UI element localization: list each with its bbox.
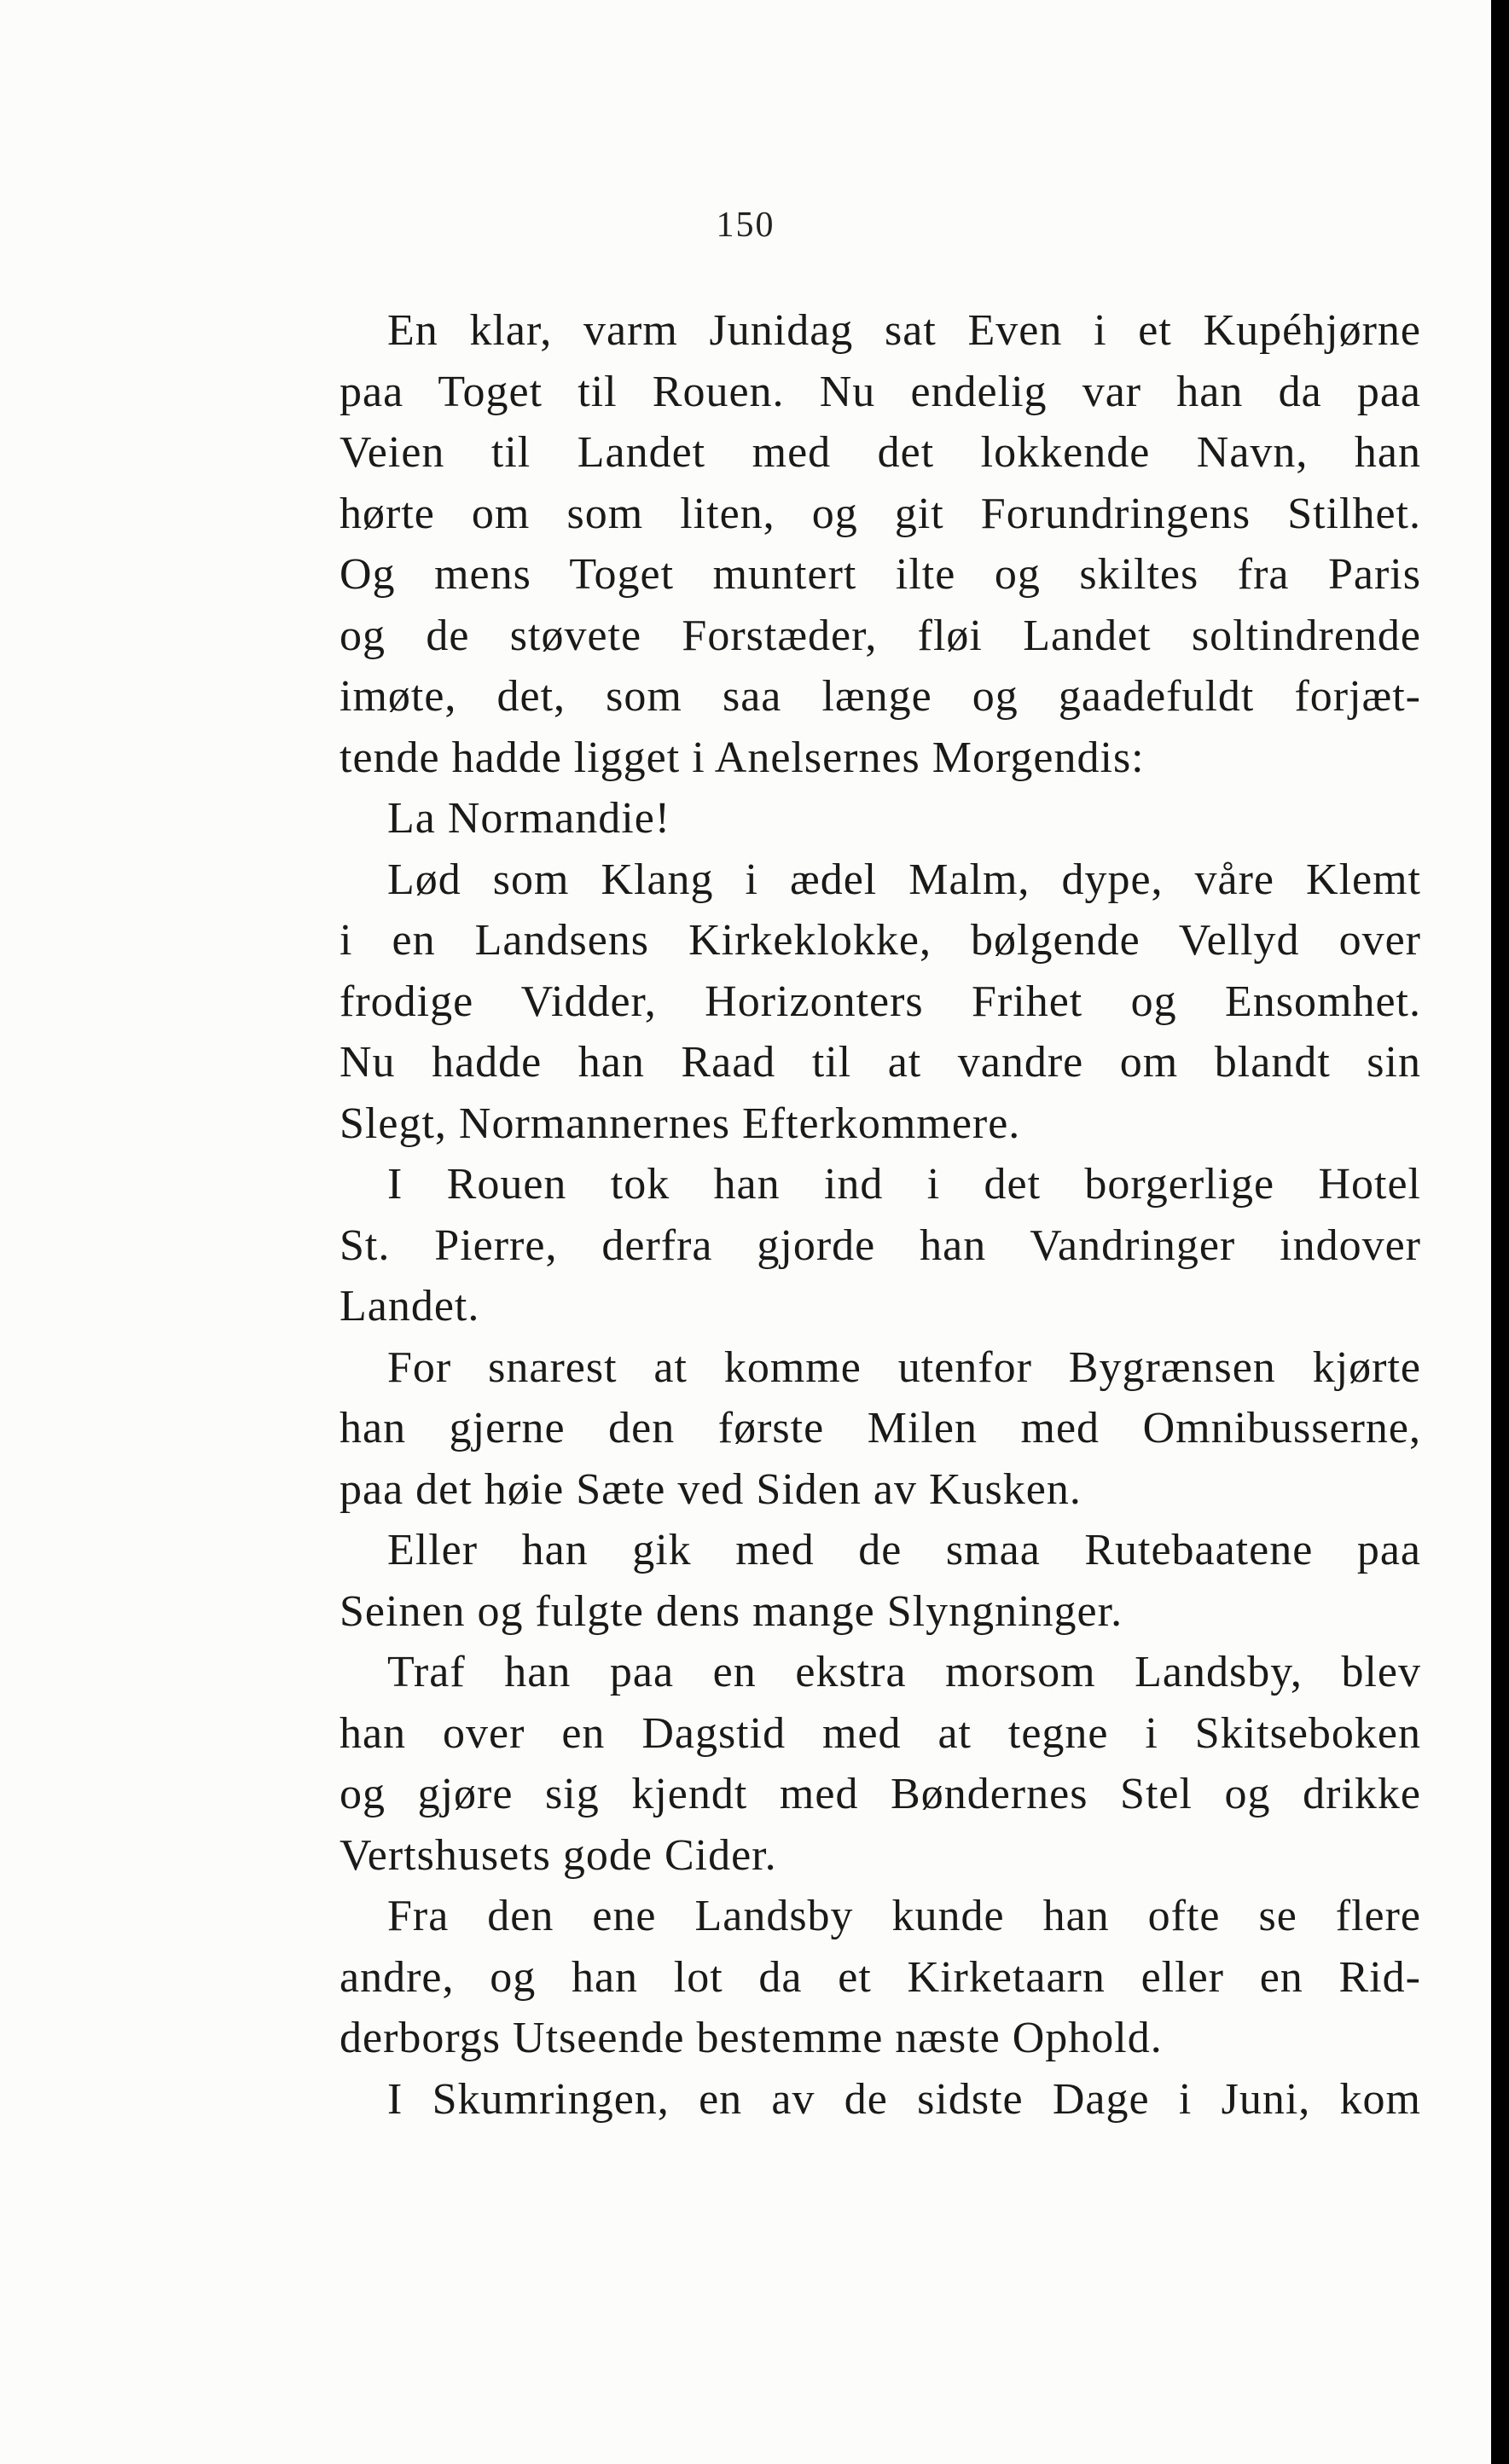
text-line: Traf han paa en ekstra morsom Landsby, blev (387, 1648, 1421, 1696)
text-line: Slegt, Normannernes Efterkommere. (340, 1099, 1021, 1148)
text-line: Lød som Klang i ædel Malm, dype, våre Klemt (387, 855, 1421, 904)
text-line: La Normandie! (387, 794, 671, 843)
text-line: For snarest at komme utenfor Bygrænsen kjørte (387, 1342, 1421, 1392)
text-line: paa Toget til Rouen. Nu endelig var han da paa (340, 367, 1421, 416)
text-line: hørte om som liten, og git Forundringens Stilhet. (340, 489, 1421, 538)
text-line: paa det høie Sæte ved Siden av Kusken. (340, 1464, 1082, 1514)
text-line: I Rouen tok han ind i det borgerlige Hotel (387, 1160, 1421, 1209)
text-line: Landet. (340, 1282, 480, 1331)
text-line: og gjøre sig kjendt med Bøndernes Stel og drikke (340, 1770, 1421, 1818)
text-line: imøte, det, som saa længe og gaadefuldt forjæt- (340, 672, 1421, 721)
text-line: han over en Dagstid med at tegne i Skitseboken (340, 1708, 1421, 1758)
text-line: St. Pierre, derfra gjorde han Vandringer indover (340, 1220, 1421, 1270)
text-line: tende hadde ligget i Anelsernes Morgendis: (340, 733, 1145, 782)
text-line: frodige Vidder, Horizonters Frihet og Ensomhet. (340, 977, 1421, 1026)
text-line: Og mens Toget muntert ilte og skiltes fra Paris (340, 550, 1421, 599)
page-number: 150 (716, 206, 775, 245)
text-line: i en Landsens Kirkeklokke, bølgende Vellyd over (340, 916, 1421, 965)
text-line: Veien til Landet med det lokkende Navn, han (340, 428, 1421, 477)
text-line: og de støvete Forstæder, fløi Landet soltindrende (340, 611, 1421, 660)
body-text (340, 300, 1421, 2130)
text-line: I Skumringen, en av de sidste Dage i Juni, kom (387, 2074, 1421, 2124)
text-line: derborgs Utseende bestemme næste Ophold. (340, 2014, 1163, 2062)
text-line: Fra den ene Landsby kunde han ofte se flere (387, 1892, 1421, 1940)
text-line: Eller han gik med de smaa Rutebaatene paa (387, 1526, 1421, 1574)
text-line: Seinen og fulgte dens mange Slyngninger. (340, 1586, 1123, 1636)
text-line: andre, og han lot da et Kirketaarn eller en Rid- (340, 1952, 1421, 2002)
text-line: Nu hadde han Raad til at vandre om blandt sin (340, 1038, 1421, 1087)
text-line: En klar, varm Junidag sat Even i et Kupéhjørne (387, 306, 1421, 355)
text-line: han gjerne den første Milen med Omnibusserne, (340, 1404, 1421, 1452)
text-line: Vertshusets gode Cider. (340, 1830, 777, 1880)
